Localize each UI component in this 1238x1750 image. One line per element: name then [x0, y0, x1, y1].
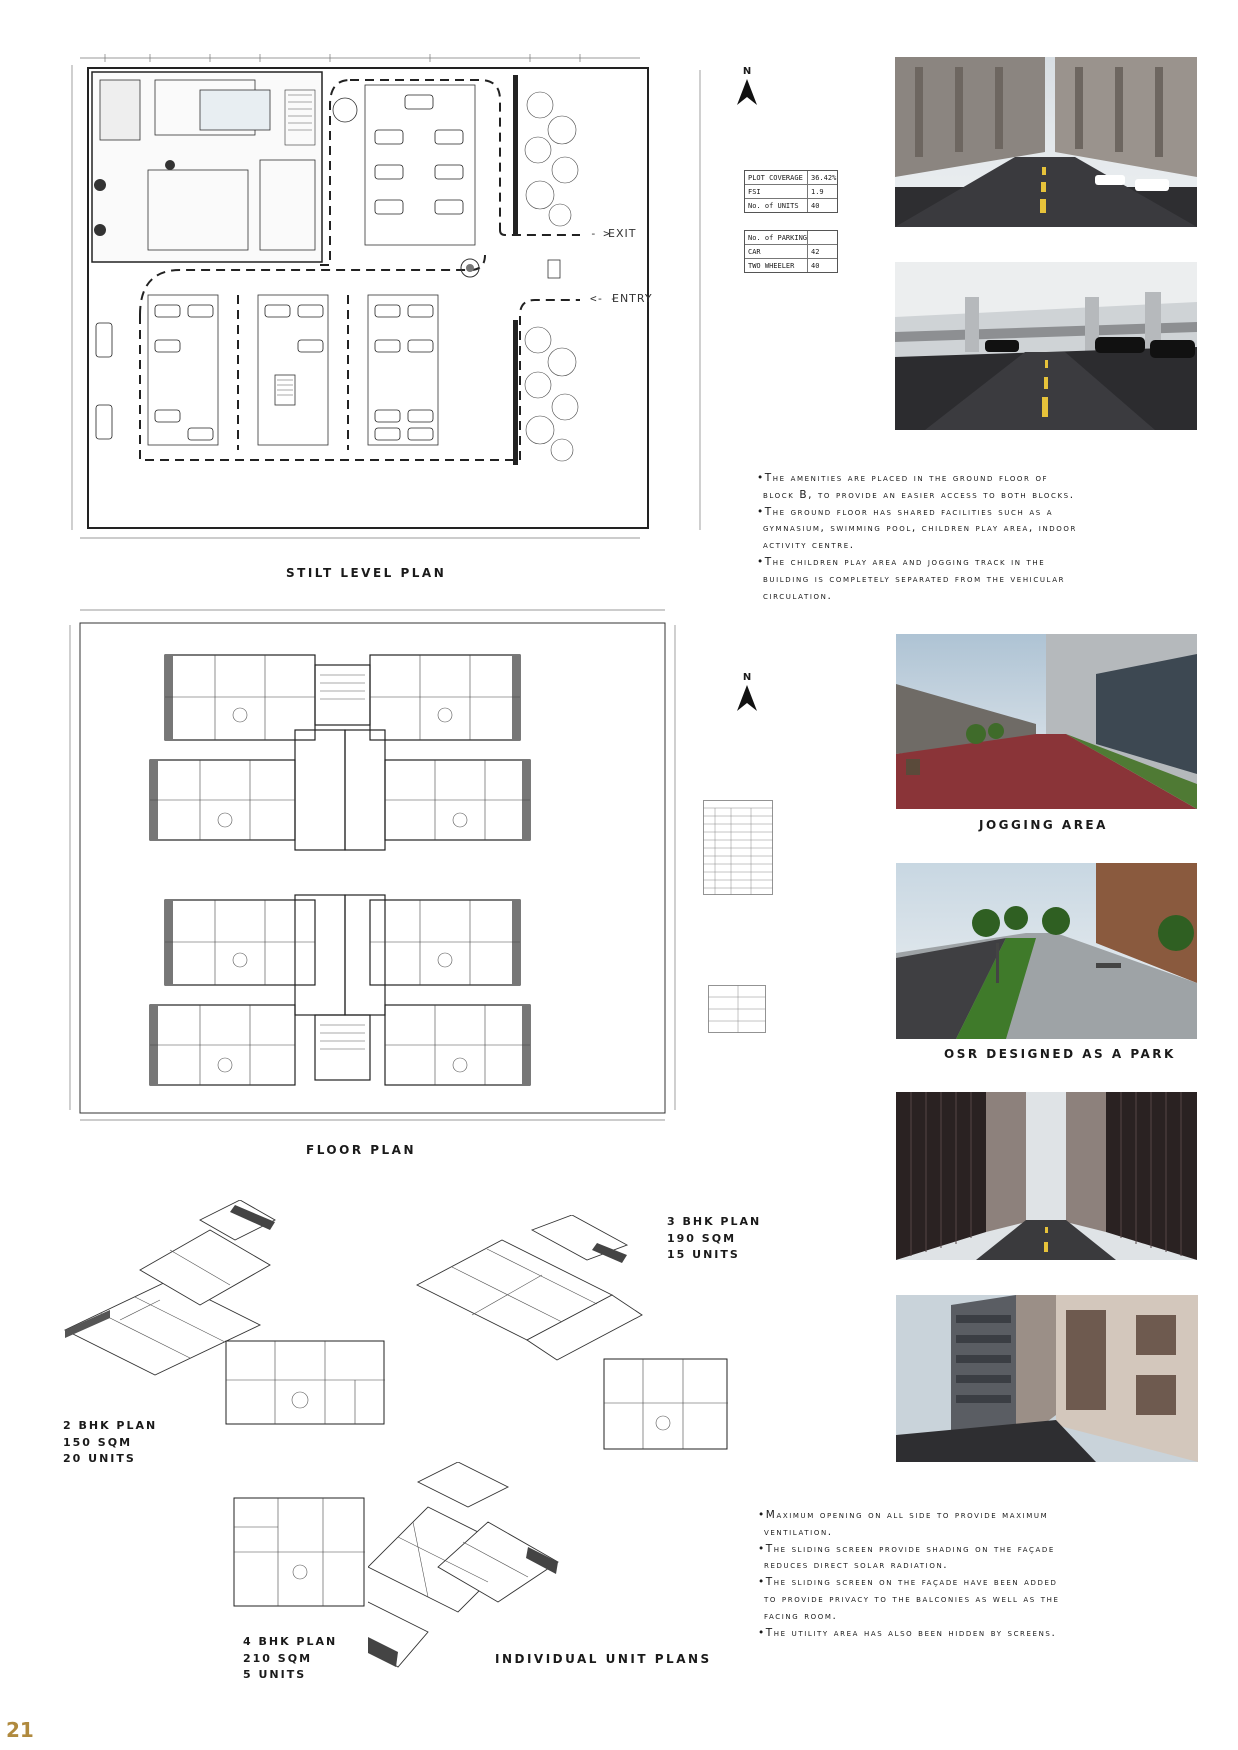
note-line: •The sliding screen on the façade have been added: [758, 1576, 1058, 1589]
plan-units: 15 UNITS: [667, 1248, 740, 1261]
exit-label: EXIT: [608, 227, 637, 240]
individual-unit-plans-caption: INDIVIDUAL UNIT PLANS: [495, 1652, 712, 1666]
stilt-parking-render-1: [895, 57, 1197, 227]
jogging-area-caption: JOGGING AREA: [979, 818, 1108, 832]
door-window-schedule-table: [703, 800, 773, 895]
note-line: gymnasium, swimming pool, children play area, indoor: [763, 522, 1077, 535]
4bhk-plan-info: [243, 1634, 337, 1684]
4bhk-plan-drawing: [233, 1497, 365, 1607]
plan-units: 20 UNITS: [63, 1452, 136, 1465]
floor-plan-drawing: [55, 605, 705, 1125]
note-line: ventilation.: [764, 1525, 833, 1538]
plan-units: 5 UNITS: [243, 1668, 307, 1681]
north-arrow-icon: [733, 672, 761, 716]
svg-text:<- -: <- -: [590, 292, 617, 305]
note-line: •The sliding screen provide shading on the façade: [758, 1542, 1055, 1555]
note-line: •Maximum opening on all side to provide maximum: [758, 1509, 1049, 1521]
unit-notes: [758, 1507, 1198, 1641]
plan-area: 150 SQM: [63, 1435, 133, 1449]
parking-data-table: [744, 230, 838, 273]
note-line: activity centre.: [763, 539, 855, 552]
note-line: facing room.: [764, 1609, 838, 1622]
north-label: N: [742, 66, 752, 77]
note-line: block B, to provide an easier access to both blocks.: [763, 488, 1075, 501]
4bhk-isometric-drawing: [368, 1462, 566, 1670]
3bhk-plan-drawing: [603, 1358, 728, 1450]
jogging-area-render: [896, 634, 1197, 809]
north-label: N: [742, 672, 752, 683]
note-line: •The amenities are placed in the ground floor of: [757, 472, 1049, 484]
osr-park-render: [896, 863, 1197, 1039]
plan-area: 190 SQM: [667, 1231, 737, 1245]
stilt-notes: [757, 470, 1197, 604]
site-data-table: [744, 170, 838, 213]
note-line: building is completely separated from the vehicular: [763, 572, 1066, 585]
note-line: circulation.: [763, 589, 833, 602]
plan-title: 3 BHK PLAN: [667, 1215, 762, 1228]
stilt-parking-render-2: [895, 262, 1197, 430]
note-line: to provide privacy to the balconies as well as the: [764, 1592, 1060, 1605]
note-line: reduces direct solar radiation.: [764, 1559, 949, 1572]
table-row: CAR 42: [745, 245, 837, 259]
entry-label: ENTRY: [612, 292, 653, 305]
unit-type-table: [708, 985, 766, 1033]
svg-text:- >: - >: [590, 227, 610, 240]
plan-title: 2 BHK PLAN: [63, 1419, 158, 1432]
table-row: No. of UNITS 40: [745, 199, 837, 212]
table-row: No. of PARKING: [745, 231, 837, 245]
plan-title: 4 BHK PLAN: [243, 1635, 338, 1648]
table-row: TWO WHEELER 40: [745, 259, 837, 272]
table-row: FSI 1.9: [745, 185, 837, 199]
2bhk-plan-drawing: [225, 1340, 385, 1425]
page-number: 21: [6, 1718, 34, 1742]
facade-building-render: [896, 1295, 1198, 1462]
table-row: PLOT COVERAGE 36.42%: [745, 171, 837, 185]
stilt-level-plan-caption: STILT LEVEL PLAN: [286, 566, 447, 580]
facade-corridor-render: [896, 1092, 1197, 1260]
note-line: •The utility area has also been hidden by screens.: [758, 1626, 1057, 1639]
2bhk-plan-info: [63, 1418, 157, 1468]
north-arrow-icon: [733, 66, 761, 110]
floor-plan-caption: FLOOR PLAN: [306, 1143, 417, 1157]
3bhk-plan-info: [667, 1214, 761, 1264]
plan-area: 210 SQM: [243, 1651, 313, 1665]
osr-park-caption: OSR DESIGNED AS A PARK: [944, 1047, 1176, 1061]
note-line: •The children play area and jogging track in the: [757, 555, 1046, 568]
note-line: •The ground floor has shared facilities such as a: [757, 505, 1054, 518]
